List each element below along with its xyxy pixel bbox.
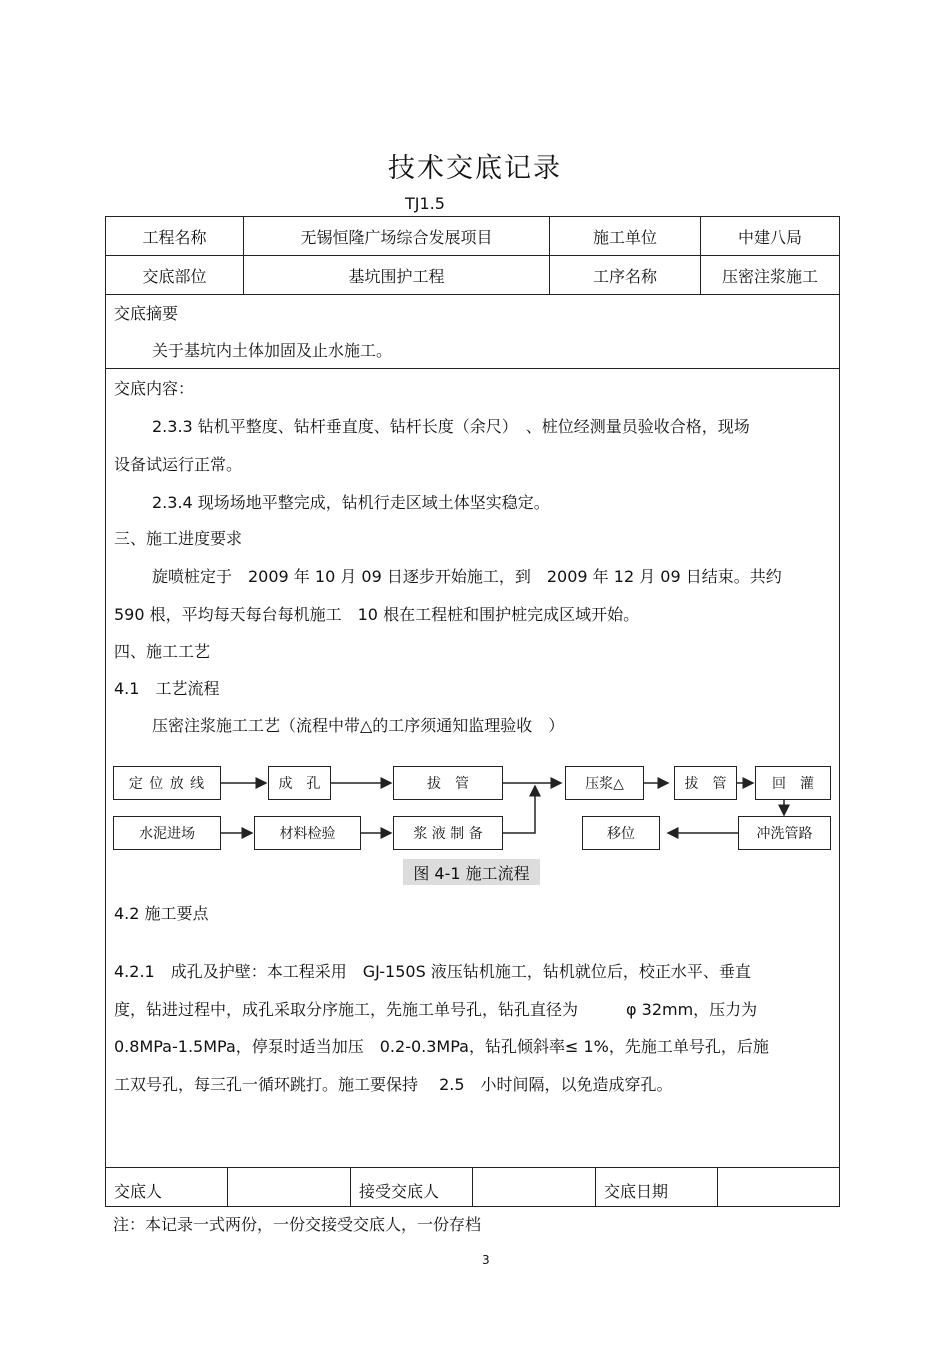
contractor-value: 中建八局 [737, 227, 802, 247]
section-42-heading: 4.2 施工要点 [114, 904, 209, 923]
flow-step-jiangye: 浆 液 制 备 [393, 816, 503, 850]
flow-step-yajiang: 压浆△ [565, 766, 644, 800]
content-label: 交底内容： [114, 379, 195, 398]
flow-step-yiwei: 移位 [582, 816, 660, 850]
record-table [105, 216, 840, 1207]
schedule-line2: 590 根，平均每天每台每机施工 10 根在工程桩和围护桩完成区域开始。 [114, 605, 640, 624]
flow-step-cailiao: 材料检验 [254, 816, 361, 850]
paragraph-233-line2: 设备试运行正常。 [114, 455, 243, 474]
paragraph-421-line4: 工双号孔，每三孔一循环跳打。施工要保持 2.5 小时间隔，以免造成穿孔。 [114, 1075, 673, 1094]
flow-caption: 图 4-1 施工流程 [403, 859, 540, 885]
project-name-label: 工程名称 [142, 227, 207, 247]
flow-step-baguan-1: 拔 管 [393, 766, 503, 800]
flow-step-baguan-2: 拔 管 [674, 766, 737, 800]
paragraph-234: 2.3.4 现场场地平整完成，钻机行走区域土体坚实稳定。 [152, 493, 550, 512]
discloser-label: 交底人 [114, 1182, 163, 1201]
document-title: 技术交底记录 [388, 153, 562, 184]
paragraph-233-line1: 2.3.3 钻机平整度、钻杆垂直度、钻杆长度（余尺） 、桩位经测量员验收合格，现场 [152, 417, 750, 436]
project-name-value: 无锡恒隆广场综合发展项目 [300, 227, 493, 247]
section-4-heading: 四、施工工艺 [114, 642, 211, 661]
process-label: 工序名称 [592, 266, 657, 286]
paragraph-421-line3: 0.8MPa-1.5MPa，停泵时适当加压 0.2-0.3MPa，钻孔倾斜率≤ 1%，先施工单号孔，后施 [114, 1037, 769, 1056]
flow-step-shuini: 水泥进场 [113, 816, 221, 850]
section-41-heading: 4.1 工艺流程 [114, 679, 220, 698]
flow-arrows [106, 217, 839, 1207]
summary-label: 交底摘要 [114, 304, 179, 323]
receiver-label: 接受交底人 [359, 1182, 440, 1201]
flow-intro: 压密注浆施工工艺（流程中带△的工序须通知监理验收 ） [152, 716, 565, 735]
schedule-line1: 旋喷桩定于 2009 年 10 月 09 日逐步开始施工，到 2009 年 12 月 09 日结束。共约 [152, 567, 782, 586]
document-code: TJ1.5 [405, 194, 445, 213]
page-number: 3 [482, 1253, 490, 1267]
paragraph-421-line1: 4.2.1 成孔及护壁：本工程采用 GJ-150S 液压钻机施工，钻机就位后，校正水平、垂直 [114, 962, 751, 981]
process-value: 压密注浆施工 [721, 266, 818, 286]
flow-step-dingwei: 定 位 放 线 [113, 766, 221, 800]
contractor-label: 施工单位 [592, 227, 657, 247]
paragraph-421-line2: 度，钻进过程中，成孔采取分序施工，先施工单号孔，钻孔直径为 φ 32mm，压力为 [114, 1000, 758, 1019]
section-3-heading: 三、施工进度要求 [114, 529, 243, 548]
part-label: 交底部位 [142, 266, 207, 286]
footer-note: 注：本记录一式两份，一份交接受交底人，一份存档 [113, 1215, 482, 1234]
date-label: 交底日期 [604, 1182, 669, 1201]
flow-step-chengkong: 成 孔 [268, 766, 331, 800]
part-value: 基坑围护工程 [348, 266, 445, 286]
flow-step-chongxi: 冲洗管路 [738, 816, 831, 850]
summary-text: 关于基坑内土体加固及止水施工。 [152, 341, 393, 360]
flow-step-huiguan: 回 灌 [755, 766, 831, 800]
